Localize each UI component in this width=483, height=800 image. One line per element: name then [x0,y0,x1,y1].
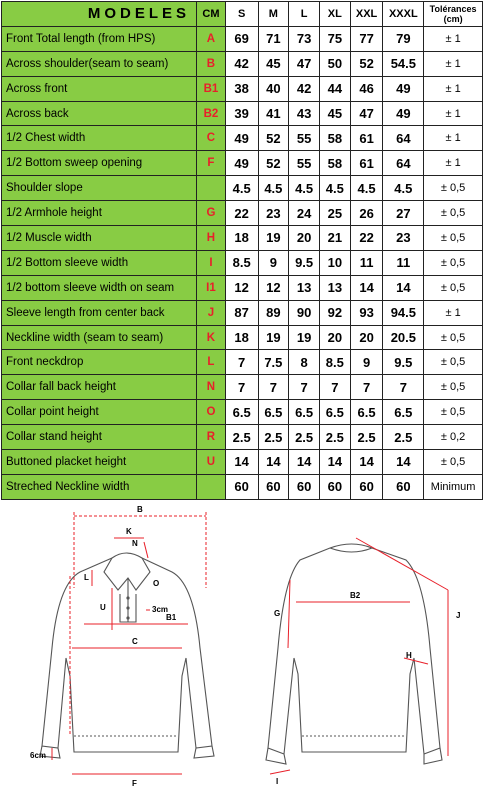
table-row [2,226,483,251]
header-size-m: M [258,2,289,27]
size-value: 24 [289,201,320,226]
size-value: 2.5 [258,425,289,450]
tolerance-value: ± 1 [424,300,483,325]
measurement-code [197,474,226,499]
measurement-name: Across front [2,76,197,101]
measurement-name: Across back [2,101,197,126]
measurement-code: O [197,400,226,425]
measurement-name: Streched Neckline width [2,474,197,499]
measurement-code: J [197,300,226,325]
measurement-name: 1/2 bottom sleeve width on seam [2,275,197,300]
size-value: 94.5 [383,300,424,325]
size-value: 2.5 [383,425,424,450]
size-value: 58 [319,151,350,176]
size-value: 60 [350,474,383,499]
size-value: 20 [350,325,383,350]
label-i: I [276,777,279,786]
size-value: 7 [225,350,258,375]
size-value: 22 [225,201,258,226]
measurement-code [197,176,226,201]
size-value: 8.5 [225,250,258,275]
size-value: 7 [319,375,350,400]
measurement-name: 1/2 Bottom sweep opening [2,151,197,176]
header-size-s: S [225,2,258,27]
measurement-code: F [197,151,226,176]
size-value: 47 [289,51,320,76]
measurement-code: L [197,350,226,375]
table-row [2,176,483,201]
size-value: 9.5 [289,250,320,275]
measurement-code: I1 [197,275,226,300]
measurement-code: B [197,51,226,76]
size-value: 4.5 [383,176,424,201]
size-value: 60 [383,474,424,499]
size-value: 19 [289,325,320,350]
size-value: 7 [289,375,320,400]
label-h: H [406,651,412,660]
size-value: 8.5 [319,350,350,375]
label-b: B [137,505,143,514]
tolerance-value: ± 0,2 [424,425,483,450]
table-row [2,76,483,101]
table-row [2,350,483,375]
size-value: 60 [225,474,258,499]
measurement-code: B1 [197,76,226,101]
size-value: 14 [383,450,424,475]
tolerance-value: ± 0,5 [424,350,483,375]
size-value: 14 [319,450,350,475]
size-value: 52 [258,151,289,176]
size-value: 45 [319,101,350,126]
size-value: 64 [383,126,424,151]
table-row [2,400,483,425]
measurement-code: I [197,250,226,275]
label-u: U [100,603,106,612]
table-row [2,474,483,499]
size-value: 61 [350,126,383,151]
measurement-code: U [197,450,226,475]
measurement-code: A [197,26,226,51]
table-row [2,425,483,450]
size-value: 20 [289,226,320,251]
size-value: 2.5 [319,425,350,450]
size-value: 60 [319,474,350,499]
label-j: J [456,611,461,620]
header-tolerance-label: Tolérances [429,3,477,14]
header-size-xxxl: XXXL [383,2,424,27]
header-size-xl: XL [319,2,350,27]
tolerance-value: ± 0,5 [424,275,483,300]
size-value: 9.5 [383,350,424,375]
tolerance-value: ± 1 [424,51,483,76]
measurement-name: 1/2 Armhole height [2,201,197,226]
size-value: 20.5 [383,325,424,350]
measurement-code: B2 [197,101,226,126]
size-value: 4.5 [289,176,320,201]
size-value: 2.5 [289,425,320,450]
tolerance-value: ± 0,5 [424,176,483,201]
size-value: 14 [289,450,320,475]
size-value: 19 [258,325,289,350]
size-value: 40 [258,76,289,101]
measurement-name: Collar stand height [2,425,197,450]
size-value: 13 [289,275,320,300]
size-value: 7 [383,375,424,400]
size-value: 46 [350,76,383,101]
size-value: 87 [225,300,258,325]
measurement-code: H [197,226,226,251]
size-value: 14 [258,450,289,475]
table-header-row [2,2,483,27]
size-value: 49 [225,151,258,176]
size-value: 47 [350,101,383,126]
size-value: 55 [289,151,320,176]
size-value: 26 [350,201,383,226]
size-value: 7.5 [258,350,289,375]
size-value: 4.5 [258,176,289,201]
size-value: 50 [319,51,350,76]
size-value: 93 [350,300,383,325]
table-row [2,300,483,325]
measurement-name: 1/2 Bottom sleeve width [2,250,197,275]
size-value: 4.5 [319,176,350,201]
size-value: 8 [289,350,320,375]
size-value: 11 [383,250,424,275]
size-value: 21 [319,226,350,251]
label-o: O [153,579,160,588]
front-measure-lines [52,512,206,774]
size-value: 41 [258,101,289,126]
size-value: 7 [225,375,258,400]
size-value: 42 [289,76,320,101]
header-tolerance [424,2,483,27]
measurement-name: Across shoulder(seam to seam) [2,51,197,76]
size-value: 90 [289,300,320,325]
table-row [2,450,483,475]
measurement-name: Front Total length (from HPS) [2,26,197,51]
measurement-code: C [197,126,226,151]
size-value: 6.5 [289,400,320,425]
spec-table [1,1,483,500]
measurement-code: N [197,375,226,400]
size-value: 61 [350,151,383,176]
header-tolerance-unit: (cm) [443,13,463,24]
size-value: 12 [258,275,289,300]
size-value: 38 [225,76,258,101]
table-row [2,275,483,300]
size-value: 23 [383,226,424,251]
header-size-xxl: XXL [350,2,383,27]
table-row [2,151,483,176]
size-value: 18 [225,325,258,350]
label-g: G [274,609,281,618]
measurement-name: 1/2 Muscle width [2,226,197,251]
measurement-code: K [197,325,226,350]
tolerance-value: ± 1 [424,126,483,151]
measurement-name: Sleeve length from center back [2,300,197,325]
size-value: 44 [319,76,350,101]
tolerance-value: ± 0,5 [424,375,483,400]
size-value: 25 [319,201,350,226]
size-value: 2.5 [225,425,258,450]
size-value: 9 [350,350,383,375]
size-value: 43 [289,101,320,126]
measurement-name: Neckline width (seam to seam) [2,325,197,350]
size-value: 60 [289,474,320,499]
tolerance-value: ± 0,5 [424,400,483,425]
size-value: 14 [350,450,383,475]
size-value: 6.5 [258,400,289,425]
size-value: 42 [225,51,258,76]
label-l: L [84,573,89,582]
measurement-name: 1/2 Chest width [2,126,197,151]
header-cm: CM [197,2,226,27]
size-value: 22 [350,226,383,251]
size-value: 6.5 [319,400,350,425]
measurement-name: Collar point height [2,400,197,425]
measurement-name: Front neckdrop [2,350,197,375]
tolerance-value: ± 0,5 [424,201,483,226]
tolerance-value: ± 0,5 [424,226,483,251]
label-k: K [126,527,132,536]
garment-diagram [0,498,483,800]
size-value: 2.5 [350,425,383,450]
tolerance-value: ± 1 [424,76,483,101]
table-row [2,325,483,350]
table-row [2,101,483,126]
tolerance-value: ± 1 [424,26,483,51]
size-value: 52 [350,51,383,76]
size-value: 69 [225,26,258,51]
size-value: 14 [350,275,383,300]
tolerance-value: Minimum [424,474,483,499]
size-value: 14 [383,275,424,300]
size-value: 7 [350,375,383,400]
size-value: 12 [225,275,258,300]
size-value: 54.5 [383,51,424,76]
size-value: 20 [319,325,350,350]
label-6cm: 6cm [30,751,47,760]
label-3cm: 3cm [152,605,169,614]
table-row [2,126,483,151]
size-value: 11 [350,250,383,275]
table-row [2,250,483,275]
measurement-name: Shoulder slope [2,176,197,201]
size-value: 52 [258,126,289,151]
size-value: 49 [383,101,424,126]
label-n: N [132,539,138,548]
size-value: 6.5 [383,400,424,425]
size-value: 75 [319,26,350,51]
size-value: 4.5 [225,176,258,201]
size-value: 60 [258,474,289,499]
size-value: 13 [319,275,350,300]
size-value: 6.5 [350,400,383,425]
table-row [2,201,483,226]
tolerance-value: ± 1 [424,101,483,126]
size-value: 27 [383,201,424,226]
size-value: 9 [258,250,289,275]
size-value: 71 [258,26,289,51]
size-value: 23 [258,201,289,226]
front-shirt-outline [40,553,214,758]
size-value: 10 [319,250,350,275]
size-value: 79 [383,26,424,51]
table-row [2,26,483,51]
size-value: 45 [258,51,289,76]
size-value: 39 [225,101,258,126]
measurement-name: Collar fall back height [2,375,197,400]
size-value: 73 [289,26,320,51]
table-row [2,51,483,76]
measurement-code: R [197,425,226,450]
header-model: MODELES [2,2,197,27]
tolerance-value: ± 0,5 [424,450,483,475]
size-value: 18 [225,226,258,251]
table-row [2,375,483,400]
size-value: 4.5 [350,176,383,201]
label-b2: B2 [350,591,361,600]
back-measure-lines [270,538,448,774]
size-value: 49 [383,76,424,101]
size-value: 55 [289,126,320,151]
size-value: 58 [319,126,350,151]
header-size-l: L [289,2,320,27]
size-value: 92 [319,300,350,325]
label-c: C [132,637,138,646]
measurement-code: G [197,201,226,226]
label-f: F [132,779,137,788]
size-value: 49 [225,126,258,151]
back-shirt-outline [266,544,442,764]
tolerance-value: ± 1 [424,151,483,176]
size-value: 64 [383,151,424,176]
size-value: 7 [258,375,289,400]
measurement-name: Buttoned placket height [2,450,197,475]
size-value: 89 [258,300,289,325]
size-value: 77 [350,26,383,51]
label-b1: B1 [166,613,177,622]
size-value: 6.5 [225,400,258,425]
size-value: 19 [258,226,289,251]
size-value: 14 [225,450,258,475]
tolerance-value: ± 0,5 [424,250,483,275]
tolerance-value: ± 0,5 [424,325,483,350]
